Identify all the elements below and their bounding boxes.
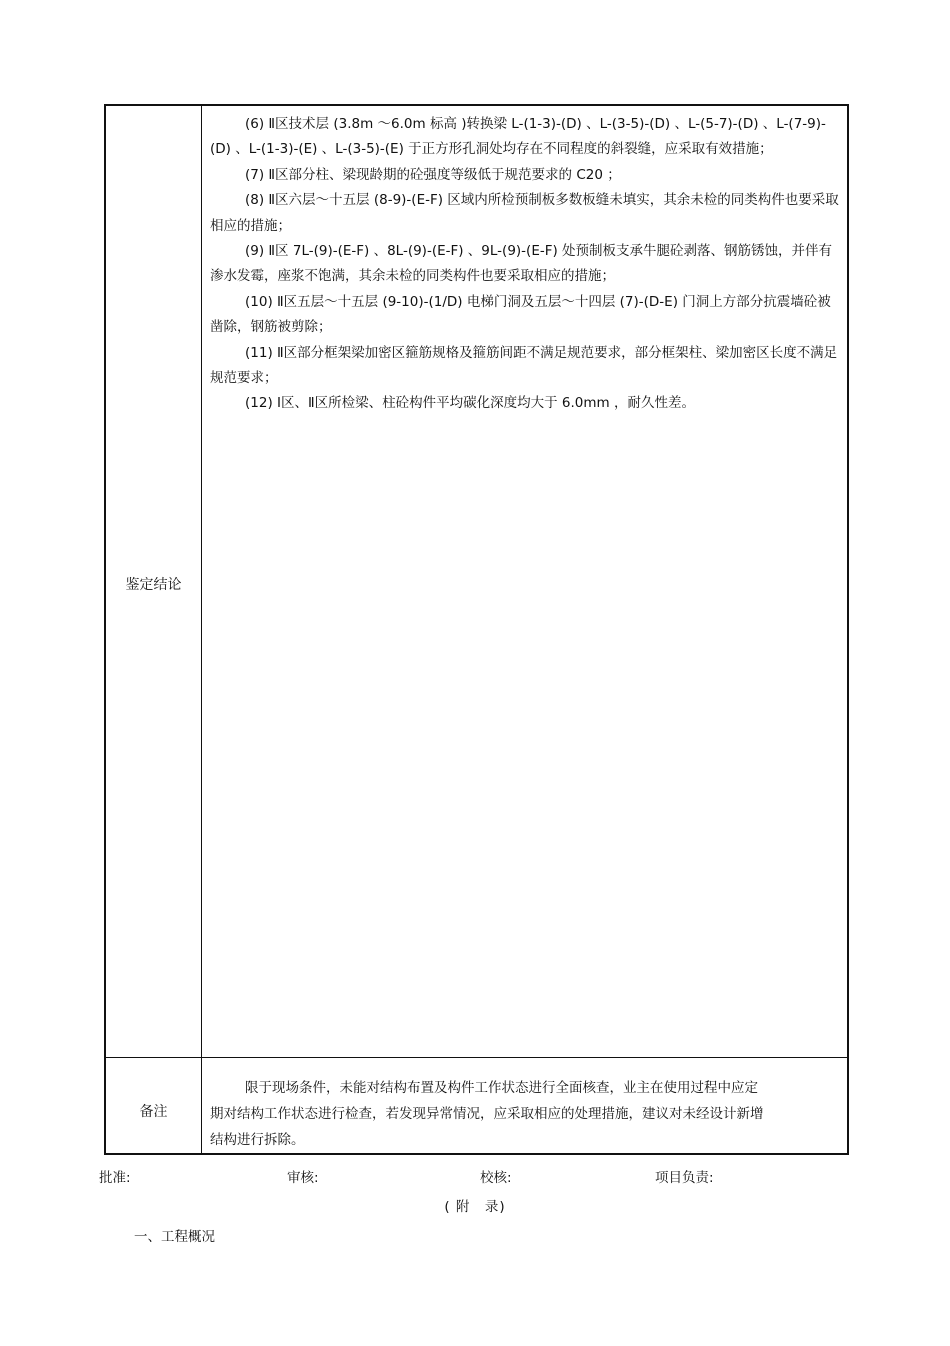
row-divider <box>106 1057 847 1058</box>
conclusion-item-6: (6) Ⅱ区技术层 (3.8m ～6.0m 标高 )转换梁 L-(1-3)-(D) 、L-(3-5)-(D) 、L-(5-7)-(D) 、L-(7-9)-(D) 、L-(1-3)-(E) 、L-(3-5)-(E) 于正方形孔洞处均存在不同程度的斜裂缝，应采取有效措施； <box>210 116 826 158</box>
remarks-text: 限于现场条件，未能对结构布置及构件工作状态进行全面核查，业主在使用过程中应定期对结构工作状态进行检查，若发现异常情况，应采取相应的处理措施，建议对未经设计新增结构进行拆除。 <box>210 1080 764 1148</box>
section-heading: 一、工程概况 <box>134 1229 215 1245</box>
review-label: 审核: <box>287 1170 319 1186</box>
conclusion-item-11: (11) Ⅱ区部分框架梁加密区箍筋规格及箍筋间距不满足规范要求，部分框架柱、梁加密区长度不满足规范要求； <box>210 344 838 387</box>
remarks-body <box>210 1075 770 1153</box>
conclusion-body <box>210 112 840 417</box>
report-table <box>104 104 849 1155</box>
approve-label: 批准: <box>99 1170 131 1186</box>
check-label: 校核: <box>480 1170 512 1186</box>
appendix-heading: ( 附 录) <box>444 1199 506 1215</box>
remarks-label: 备注 <box>139 1104 168 1120</box>
signoff-row <box>0 1166 950 1188</box>
conclusion-item-7: (7) Ⅱ区部分柱、梁现龄期的砼强度等级低于规范要求的 C20 ； <box>245 166 621 183</box>
project-lead-label: 项目负责: <box>655 1170 714 1186</box>
conclusion-item-12: (12) Ⅰ区、Ⅱ区所检梁、柱砼构件平均碳化深度均大于 6.0mm ，耐久性差。 <box>245 395 695 412</box>
column-divider <box>201 106 202 1153</box>
conclusion-item-8: (8) Ⅱ区六层～十五层 (8-9)-(E-F) 区域内所检预制板多数板缝未填实，其余未检的同类构件也要采取相应的措施； <box>210 192 839 234</box>
conclusion-item-9: (9) Ⅱ区 7L-(9)-(E-F) 、8L-(9)-(E-F) 、9L-(9)-(E-F) 处预制板支承牛腿砼剥落、钢筋锈蚀，并伴有渗水发霉，座浆不饱满，其余未检的同类构件也要采取相应的措施； <box>210 243 833 285</box>
conclusion-item-10: (10) Ⅱ区五层～十五层 (9-10)-(1/D) 电梯门洞及五层～十四层 (7)-(D-E) 门洞上方部分抗震墙砼被凿除，钢筋被剪除； <box>210 293 831 336</box>
conclusion-label: 鉴定结论 <box>125 577 182 593</box>
